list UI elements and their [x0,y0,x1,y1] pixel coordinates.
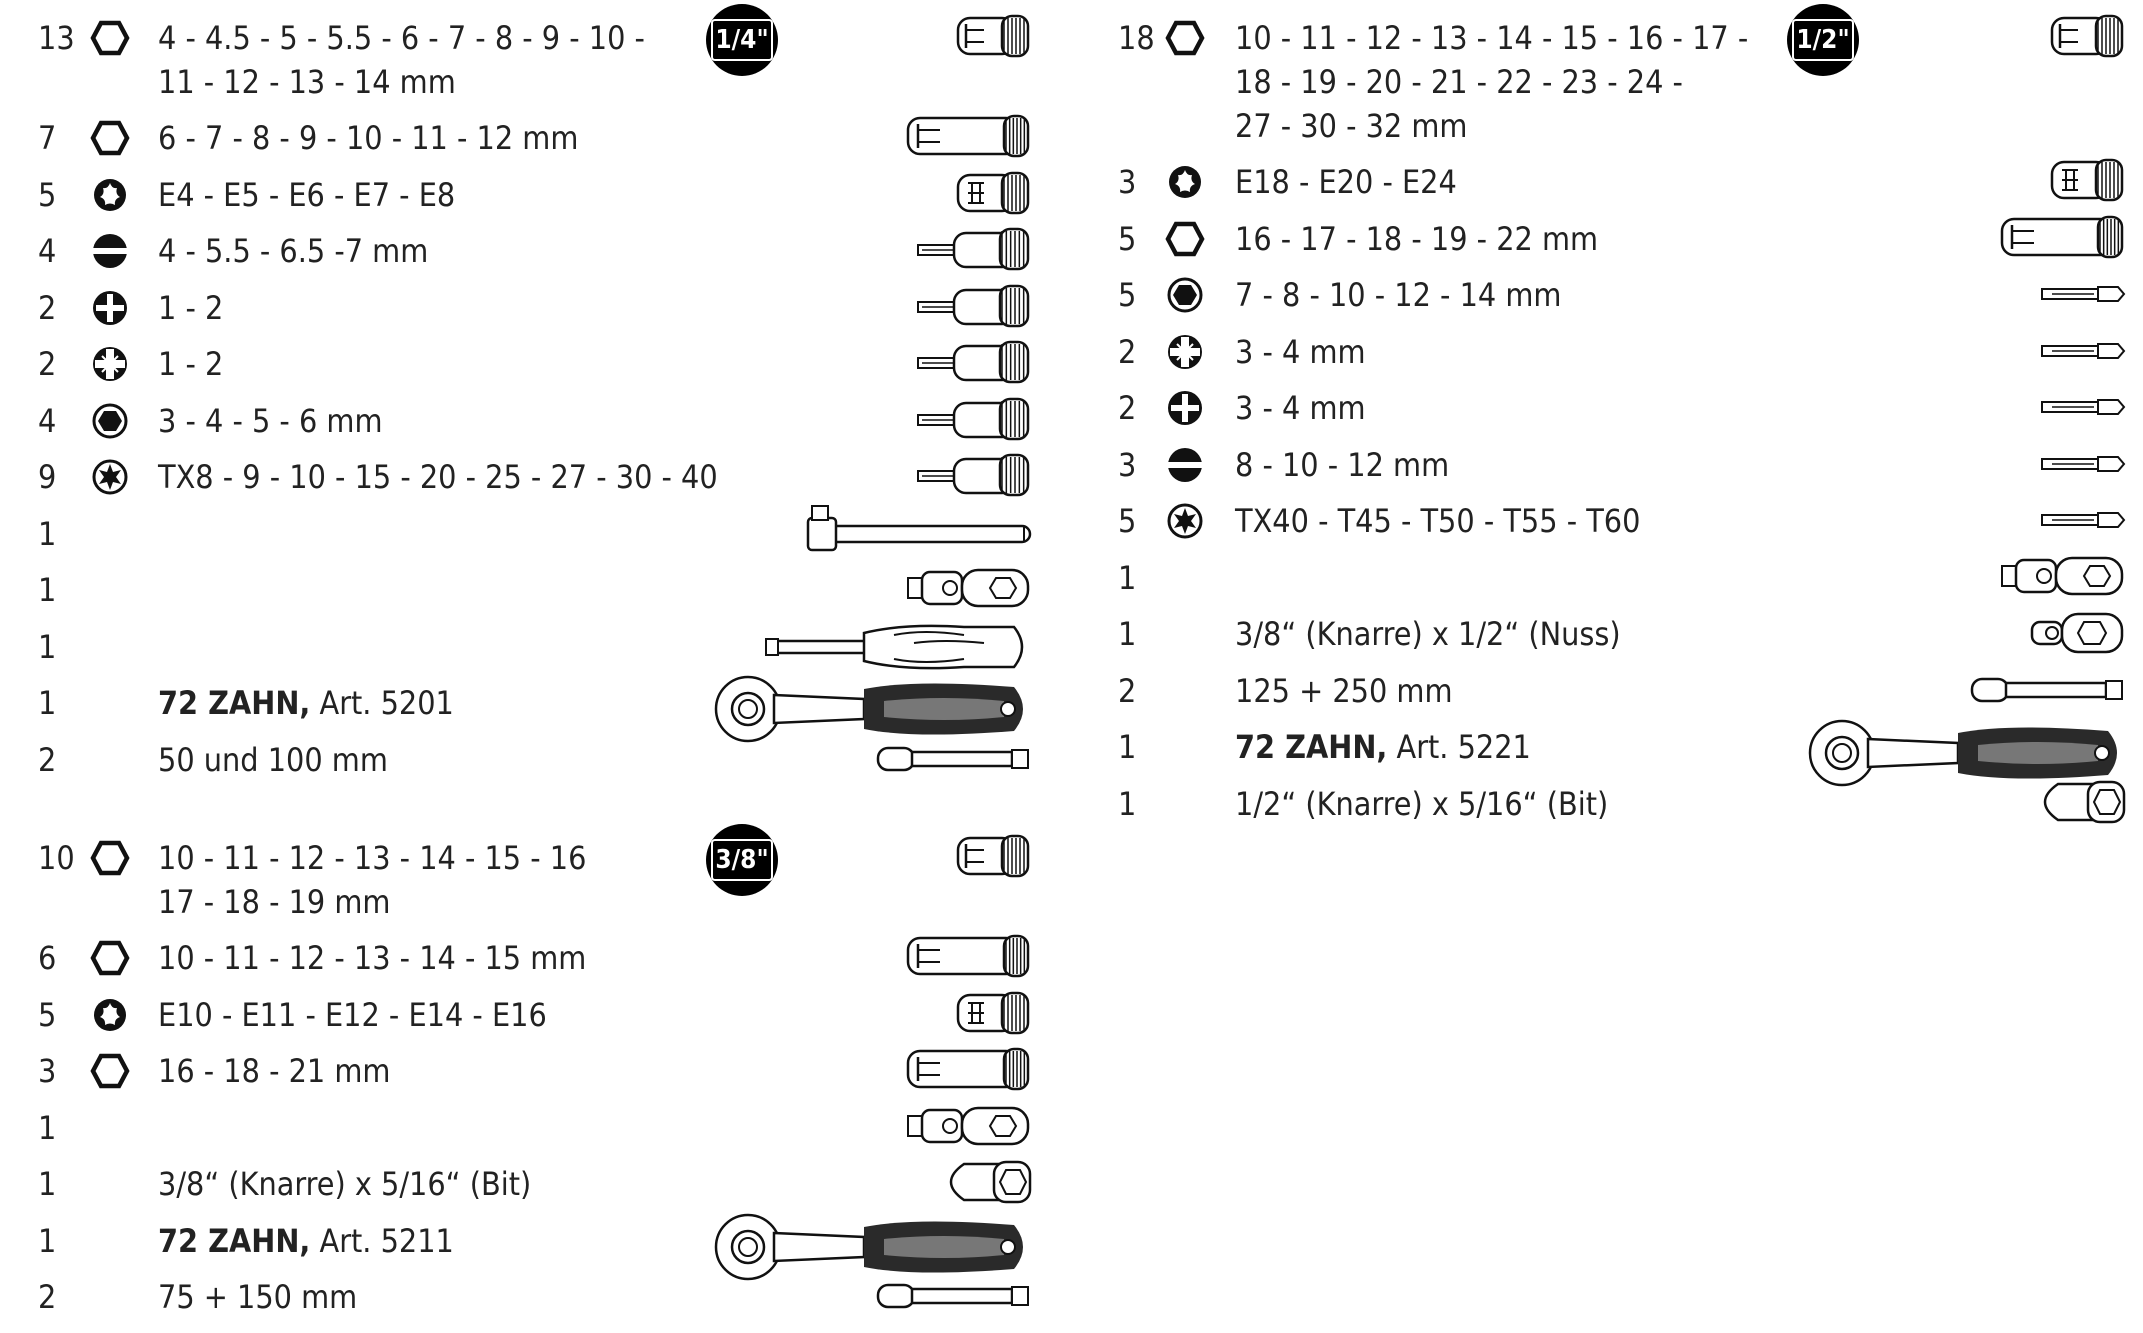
item-description [1235,499,1640,543]
item-quantity: 1 [1118,728,1137,766]
list-item [0,160,2143,208]
item-quantity: 3 [38,1052,57,1090]
item-sizes: 7 - 8 - 10 - 12 - 14 mm [1235,276,1562,314]
item-sizes: 10 - 11 - 12 - 13 - 14 - 15 - 16 [158,839,587,877]
bit-icon [2038,378,2128,434]
item-quantity: 5 [1118,502,1137,540]
item-quantity: 2 [1118,332,1137,371]
item-quantity: 2 [1118,389,1137,427]
list-item [0,499,2143,547]
ujoint-icon [904,1098,1034,1154]
item-quantity: 3 [1118,163,1137,201]
bit-icon [2038,265,2128,321]
item-sizes: E18 - E20 - E24 [1235,163,1457,201]
item-quantity: 4 [38,232,57,270]
item-description [158,936,586,980]
list-item [0,612,2143,660]
item-quantity: 5 [1118,219,1137,258]
item-description [1235,612,1621,656]
item-quantity: 1 [38,684,57,722]
list-item [0,1275,2143,1323]
item-sizes: E10 - E11 - E12 - E14 - E16 [158,995,547,1034]
item-sizes: 3 - 4 - 5 - 6 mm [158,401,383,440]
inhex-profile-icon [1165,275,1205,315]
item-quantity: 13 [38,19,75,57]
item-quantity: 5 [38,175,57,214]
item-sizes: 10 - 11 - 12 - 13 - 14 - 15 - 16 - 17 - [1235,19,1749,57]
hex-profile-icon [90,1051,130,1091]
item-sizes: 4 - 5.5 - 6.5 -7 mm [158,232,429,270]
item-sizes: 75 + 150 mm [158,1278,358,1316]
item-description [1235,160,1457,204]
item-sizes: Art. 5211 [310,1221,454,1260]
item-description [158,836,586,924]
item-quantity: 2 [1118,671,1137,710]
reducer-icon [2028,604,2128,660]
item-sizes-continued: 27 - 30 - 32 mm [1235,107,1468,145]
item-quantity: 1 [38,1165,57,1203]
item-description [1235,273,1561,317]
item-sizes: 3 - 4 mm [1235,389,1366,427]
item-description [158,1049,390,1093]
item-quantity: 1 [38,1221,57,1260]
item-description [1235,217,1598,261]
list-item [0,936,2143,984]
item-sizes: 3/8“ (Knarre) x 1/2“ (Nuss) [1235,615,1621,653]
item-sizes: Art. 5201 [310,684,454,722]
item-quantity: 5 [38,995,57,1034]
item-quantity: 18 [1118,19,1155,57]
list-item [0,330,2143,378]
item-description [158,993,547,1037]
item-description [158,1275,357,1319]
extension-icon [1968,661,2128,717]
ujoint-icon [1998,548,2128,604]
short-socket-icon [954,828,1034,884]
item-sizes: 8 - 10 - 12 mm [1235,445,1450,484]
deep-socket-icon [904,108,1034,164]
item-description [1235,725,1531,769]
item-description [1235,669,1453,713]
list-item [0,1049,2143,1097]
hex-profile-icon [90,838,130,878]
item-description [158,1162,531,1206]
list-item [0,782,2143,830]
item-sizes: TX40 - T45 - T50 - T55 - T60 [1235,502,1641,540]
item-quantity: 7 [38,119,57,157]
pozidriv-profile-icon [1165,332,1205,372]
hex-profile-icon [90,938,130,978]
item-quantity: 1 [38,1108,57,1147]
torx-profile-icon [1165,501,1205,541]
item-sizes: E4 - E5 - E6 - E7 - E8 [158,175,456,214]
etorx-socket-icon [2048,152,2128,208]
list-item [0,993,2143,1041]
bit-icon [2038,322,2128,378]
phillips-profile-icon [1165,388,1205,428]
list-item [0,669,2143,717]
list-item [0,1162,2143,1210]
badge-half-inch: 1/2" [1787,4,1859,76]
badge-three-eighths-inch: 3/8" [706,824,778,896]
list-item [0,443,2143,491]
deep-socket-icon [904,928,1034,984]
item-sizes: 3/8“ (Knarre) x 5/16“ (Bit) [158,1165,532,1203]
item-description [1235,782,1608,826]
item-sizes: 1 - 2 [158,345,224,383]
item-quantity: 4 [38,401,57,440]
item-quantity: 1 [38,627,57,666]
hex-profile-icon [1165,219,1205,259]
etorx-socket-icon [954,985,1034,1041]
etorx-profile-icon [1165,162,1205,202]
spark-socket-icon [904,1041,1034,1097]
item-quantity: 3 [1118,445,1137,484]
list-item [0,556,2143,604]
list-item [0,386,2143,434]
item-quantity: 5 [1118,276,1137,314]
item-description [1235,443,1449,487]
item-quantity: 1 [1118,784,1137,823]
item-description [1235,330,1366,374]
list-item [0,1106,2143,1154]
slot-profile-icon [1165,445,1205,485]
item-description [1235,16,1748,148]
item-sizes: 3 - 4 mm [1235,332,1366,371]
badge-quarter-inch: 1/4" [706,4,778,76]
item-quantity: 6 [38,939,57,977]
item-quantity: 1 [38,571,57,609]
item-quantity: 2 [38,740,57,779]
list-item [0,116,2143,164]
adapter-icon [934,1154,1034,1210]
item-model: 72 ZAHN, [158,1221,311,1260]
item-description [158,1219,454,1263]
item-description [158,116,578,160]
bit-icon [2038,435,2128,491]
item-description [1235,386,1366,430]
hex-profile-icon [1165,18,1205,58]
extension-icon [874,1267,1034,1323]
item-model: 72 ZAHN, [158,684,311,722]
item-quantity: 9 [38,458,57,496]
deep-socket-icon [1998,209,2128,265]
item-sizes: 6 - 7 - 8 - 9 - 10 - 11 - 12 mm [158,119,579,157]
list-item [0,273,2143,321]
item-sizes: 16 - 18 - 21 mm [158,1052,391,1090]
adapter-icon [2028,774,2128,830]
item-quantity: 2 [38,1278,57,1316]
item-sizes: TX8 - 9 - 10 - 15 - 20 - 25 - 27 - 30 - 40 [158,458,718,496]
item-sizes: 1 - 2 [158,288,224,327]
bit-icon [2038,491,2128,547]
item-quantity: 2 [38,288,57,327]
item-quantity: 10 [38,839,75,877]
hex-profile-icon [90,118,130,158]
item-sizes: 16 - 17 - 18 - 19 - 22 mm [1235,219,1599,258]
item-quantity: 1 [1118,615,1137,653]
item-sizes: 10 - 11 - 12 - 13 - 14 - 15 mm [158,939,587,977]
item-sizes-continued: 17 - 18 - 19 mm [158,883,391,921]
etorx-profile-icon [90,995,130,1035]
item-sizes: 1/2“ (Knarre) x 5/16“ (Bit) [1235,784,1609,823]
item-quantity: 1 [38,514,57,553]
list-item [0,1219,2143,1267]
list-item [0,217,2143,265]
item-model: 72 ZAHN, [1235,728,1388,766]
item-sizes-continued: 11 - 12 - 13 - 14 mm [158,63,456,101]
short-socket-icon [2048,8,2128,64]
list-item [0,836,2143,921]
item-sizes-continued: 18 - 19 - 20 - 21 - 22 - 23 - 24 - [1235,63,1683,101]
item-quantity: 1 [1118,558,1137,597]
item-quantity: 2 [38,345,57,383]
item-sizes: 50 und 100 mm [158,740,388,779]
item-sizes: 125 + 250 mm [1235,671,1453,710]
list-item [0,725,2143,773]
item-sizes: Art. 5221 [1387,728,1531,766]
item-sizes: 4 - 4.5 - 5 - 5.5 - 6 - 7 - 8 - 9 - 10 - [158,19,645,57]
